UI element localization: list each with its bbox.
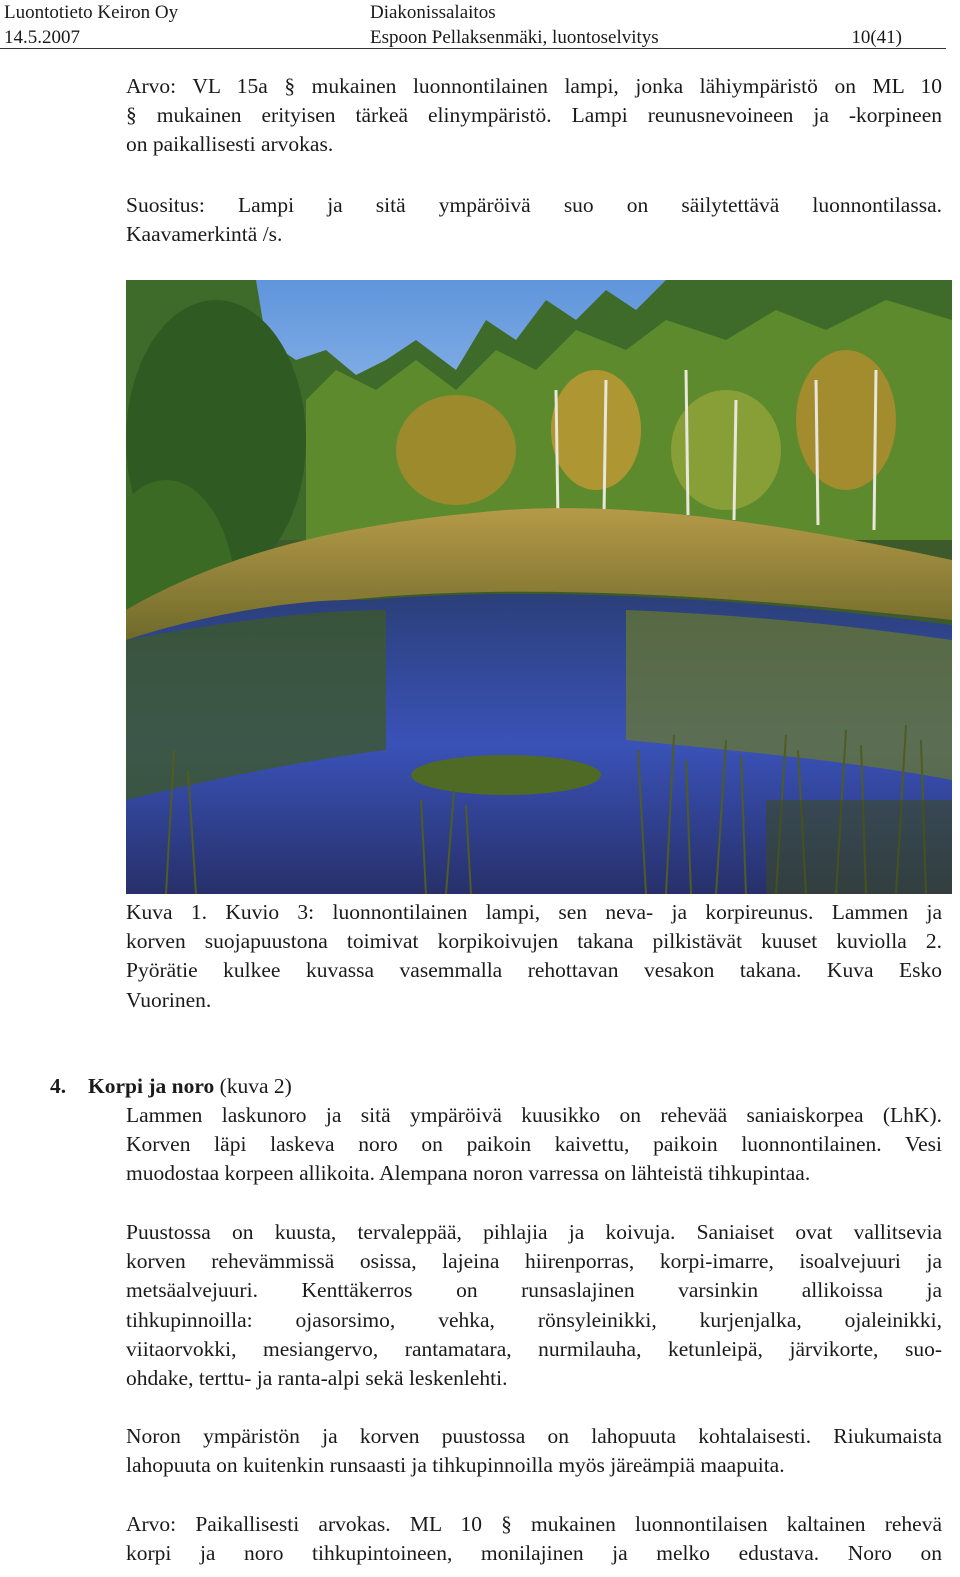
text-line: Suositus: Lampi ja sitä ympäröivä suo on säilytettävä luonnontilassa. — [126, 193, 942, 217]
text-line: Noron ympäristön ja korven puustossa on lahopuuta kohtalaisesti. Riukumaista — [126, 1424, 942, 1448]
text-line: muodostaa korpeen allikoita. Alempana noron varressa on lähteistä tihkupintaa. — [126, 1161, 811, 1186]
caption-line: korven suojapuustona toimivat korpikoivujen takana pilkistävät kuuset kuviolla 2. — [126, 929, 942, 954]
forest-pond-photo — [126, 280, 952, 894]
text-line: ohdake, terttu- ja ranta-alpi sekä leskenlehti. — [126, 1366, 508, 1391]
header-middle — [370, 0, 659, 50]
text-line: Lammen laskunoro ja sitä ympäröivä kuusikko on rehevää saniaiskorpea (LhK). — [126, 1103, 942, 1127]
section-title: Korpi ja noro — [88, 1074, 215, 1098]
header-client: Diakonissalaitos — [370, 2, 496, 23]
page-header — [0, 0, 946, 49]
text-line: on paikallisesti arvokas. — [126, 132, 334, 157]
header-left — [4, 0, 178, 50]
text-line: metsäalvejuuri. Kenttäkerros on runsaslajinen varsinkin allikoissa ja — [126, 1278, 942, 1303]
section-number: 4. — [50, 1074, 67, 1098]
text-line: Arvo: Paikallisesti arvokas. ML 10 § mukainen luonnontilaisen kaltainen rehevä — [126, 1512, 942, 1536]
caption-line: Kuva 1. Kuvio 3: luonnontilainen lampi, sen neva- ja korpireunus. Lammen ja — [126, 900, 942, 924]
header-date: 14.5.2007 — [4, 27, 80, 48]
text-line: viitaorvokki, mesiangervo, rantamatara, nurmilauha, ketunleipä, järvikorte, suo- — [126, 1336, 942, 1361]
text-line: korven rehevämmissä osissa, lajeina hiirenporras, korpi-imarre, isoalvejuuri ja — [126, 1249, 942, 1274]
recommendation-paragraph — [126, 191, 942, 249]
text-line: Korven läpi laskeva noro on paikoin kaivettu, paikoin luonnontilainen. Vesi — [126, 1132, 942, 1157]
header-company: Luontotieto Keiron Oy — [4, 2, 179, 23]
section-paragraph-2 — [126, 1218, 942, 1393]
section-paragraph-1 — [126, 1101, 942, 1189]
text-line: § mukainen erityisen tärkeä elinympäristö. Lampi reunusnevoineen ja -korpineen — [126, 103, 942, 128]
text-line: korpi ja noro tihkupintoineen, monilajinen ja melko edustava. Noro on — [126, 1541, 942, 1566]
header-page-number: 10(41) — [851, 27, 902, 48]
text-line: lahopuuta on kuitenkin runsaasti ja tihkupinnoilla myös järeämpiä maapuita. — [126, 1453, 785, 1478]
section-paragraph-3 — [126, 1422, 942, 1480]
header-report-title: Espoon Pellaksenmäki, luontoselvitys — [370, 27, 659, 48]
caption-line: Pyörätie kulkee kuvassa vasemmalla rehottavan vesakon takana. Kuva Esko — [126, 958, 942, 983]
section-paragraph-4 — [126, 1510, 942, 1568]
text-line: Kaavamerkintä /s. — [126, 222, 283, 247]
text-line: Puustossa on kuusta, tervaleppää, pihlajia ja koivuja. Saniaiset ovat vallitsevia — [126, 1220, 942, 1244]
section-figure-ref: (kuva 2) — [214, 1074, 292, 1098]
text-line: tihkupinnoilla: ojasorsimo, vehka, rönsyleinikki, kurjenjalka, ojaleinikki, — [126, 1307, 942, 1332]
value-paragraph — [126, 72, 942, 160]
caption-line: Vuorinen. — [126, 987, 212, 1012]
section-heading — [50, 1072, 292, 1101]
text-line: Arvo: VL 15a § mukainen luonnontilainen lampi, jonka lähiympäristö on ML 10 — [126, 74, 942, 98]
photo-caption — [126, 898, 942, 1015]
